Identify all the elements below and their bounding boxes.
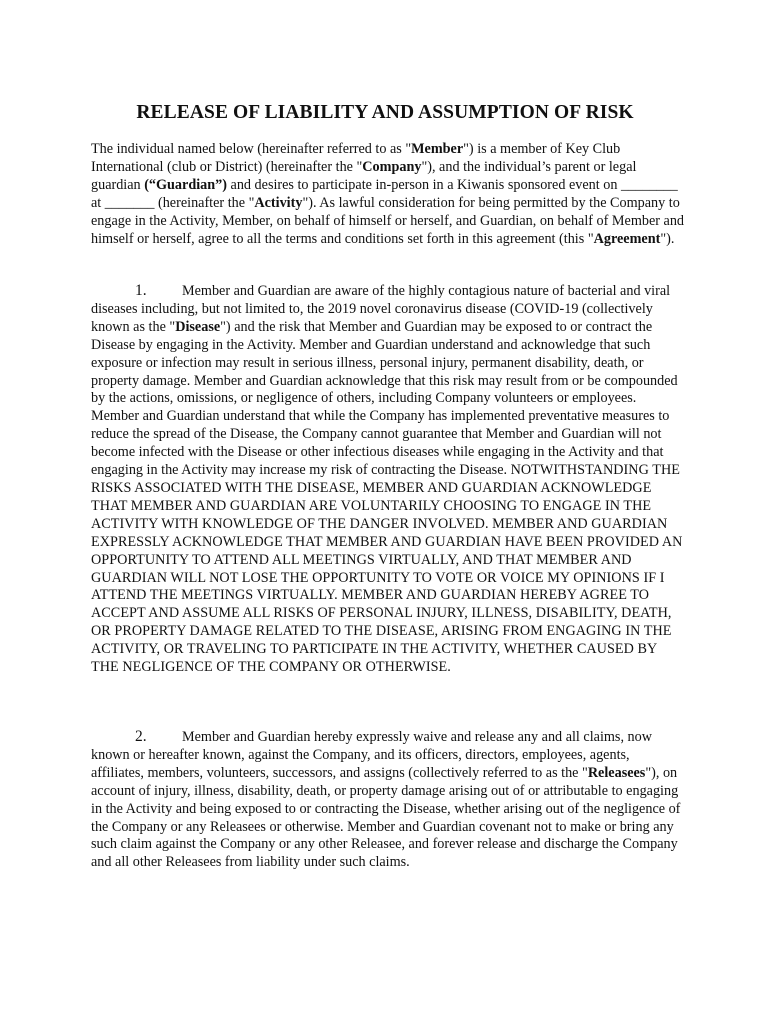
paragraph-1-text-2: ") and the risk that Member and Guardian may be exposed to or contract the Disease by engaging in the Activity. Member and Guardian understand and acknowledge that such exposure or infection may result in serious illness, personal injury, permanent disability, death, or property damage. Member and Guardian acknowledge that this risk may result from or be compounded by the actions, omissions, or negligence of others, including Company volunteers or employees. Member and Guardian understand that while the Company has implemented preventative measures to reduce the spread of the Disease, the Company cannot guarantee that Member and Guardian will not become infected with the Disease or other infectious diseases while engaging in the Activity and that engaging in the Activity may increase my risk of contracting the Disease. [91,318,678,479]
document-title: RELEASE OF LIABILITY AND ASSUMPTION OF RISK [136,102,634,123]
paragraph-2 [91,728,685,872]
intro-text-4: and desires to participate in-person in a Kiwanis sponsored event on ________ at _______ (hereinafter the " [91,176,678,211]
disease-term: Disease [175,318,221,335]
agreement-term: Agreement [593,230,661,247]
member-term: Member [411,141,464,157]
guardian-term: (“Guardian”) [144,176,227,193]
intro-text-2: ") is a member of Key Club International (club or District) (hereinafter the " [91,141,621,175]
paragraph-number-1: 1. [135,282,147,299]
intro-paragraph [91,141,685,248]
intro-text-5: "). As lawful consideration for being permitted by the Company to engage in the Activity, Member, on behalf of himself or herself, and Guardian, on behalf of Member and himself or herself, agree to all the terms and conditions set forth in this agreement (this " [91,194,685,247]
intro-text-6: "). [660,230,675,247]
intro-text-1: The individual named below (hereinafter referred to as " [91,141,412,157]
releasees-term: Releasees [587,764,646,781]
activity-term: Activity [254,194,303,211]
paragraph-1-text-1: Member and Guardian are aware of the highly contagious nature of bacterial and viral diseases including, but not limited to, the 2019 novel coronavirus disease (COVID-19 (collectively known as the " [91,283,671,335]
intro-text-3: "), and the individual’s parent or legal guardian [91,158,637,193]
paragraph-1 [91,282,685,677]
paragraph-number-2: 2. [135,728,147,745]
company-term: Company [362,158,422,175]
paragraph-2-text-2: "), on account of injury, illness, disability, death, or property damage arising out of or attributable to engaging in the Activity and being exposed to or contracting the Disease, whether arising out of the negligence of the Company or any Releasees or otherwise. Member and Guardian covenant not to make or bring any such claim against the Company or any other Releasee, and forever release and discharge the Company and all other Releasees from liability under such claims. [91,764,681,871]
paragraph-2-text-1: Member and Guardian hereby expressly waive and release any and all claims, now known or hereafter known, against the Company, and its officers, directors, employees, agents, affiliates, members, volunteers, successors, and assigns (collectively referred to as the " [91,729,652,781]
paragraph-1-caps-text: NOTWITHSTANDING THE RISKS ASSOCIATED WITH THE DISEASE, MEMBER AND GUARDIAN ACKNOWLEDGE THAT MEMBER AND GUARDIAN ARE VOLUNTARILY CHOOSING TO ENGAGE IN THE ACTIVITY WITH KNOWLEDGE OF THE DANGER INVOLVED. MEMBER AND GUARDIAN EXPRESSLY ACKNOWLEDGE THAT MEMBER AND GUARDIAN HAVE BEEN PROVIDED AN OPPORTUNITY TO ATTEND ALL MEETINGS VIRTUALLY, AND THAT MEMBER AND GUARDIAN WILL NOT LOSE THE OPPORTUNITY TO VOTE OR VOICE MY OPINIONS IF I ATTEND THE MEETINGS VIRTUALLY. MEMBER AND GUARDIAN HEREBY AGREE TO ACCEPT AND ASSUME ALL RISKS OF PERSONAL INJURY, ILLNESS, DISABILITY, DEATH, OR PROPERTY DAMAGE RELATED TO THE DISEASE, ARISING FROM ENGAGING IN THE ACTIVITY, OR TRAVELING TO PARTICIPATE IN THE ACTIVITY, WHETHER CAUSED BY THE NEGLIGENCE OF THE COMPANY OR OTHERWISE. [91,462,683,676]
